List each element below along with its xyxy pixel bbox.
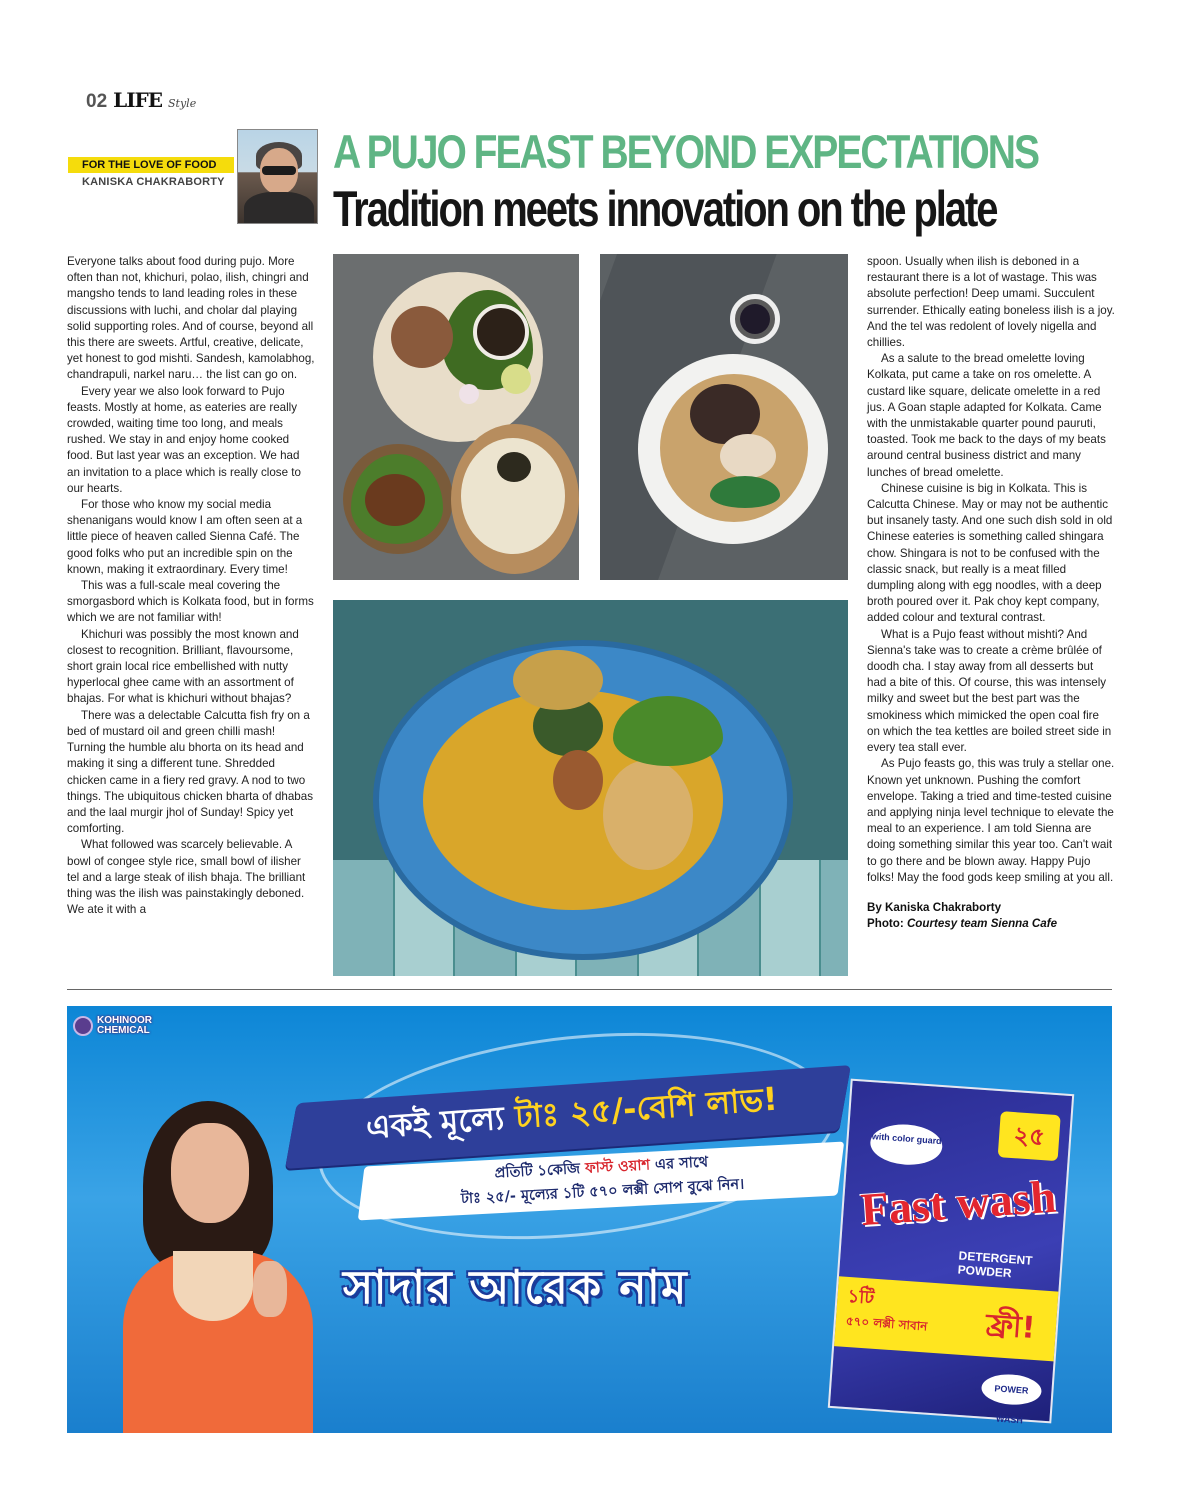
- paragraph: spoon. Usually when ilish is deboned in a restaurant there is a lot of wastage. This was absolute perfection! Deep umami. Succulent surrender. Ethically eating boneless ilish is a joy. And the tel was redolent of lovely nigella and chillies.: [867, 255, 1115, 350]
- paragraph: Every year we also look forward to Pujo feasts. Mostly at home, as eateries are really crowded, waiting time too long, and meals rushed. We stay in and enjoy home cooked food. But last year was an exception. We had an invitation to a place which is really close to our hearts.: [67, 384, 301, 495]
- brand-suffix: Style: [168, 97, 197, 110]
- column-tag: FOR THE LOVE OF FOOD: [68, 157, 234, 173]
- food-photo-khichuri-plate: [333, 600, 848, 976]
- color-guard-badge: with color guard: [869, 1122, 944, 1167]
- food-photo-khichuri-spread: [333, 254, 579, 580]
- paragraph: Khichuri was possibly the most known and closest to recognition. Brilliant, flavoursome, short grain local rice embellished with nutty hyperlocal ghee came with an assortment of bhajas. For what is khichuri without bhajas?: [67, 627, 299, 706]
- offer-suffix: এর সাথে: [654, 1154, 709, 1174]
- product-pack: [828, 1079, 1074, 1424]
- paragraph: Chinese cuisine is big in Kolkata. This is Calcutta Chinese. May or may not be authentic but insanely tasty. And one such dish sold in old Chinese eateries is something called shingara chow. Shingara is not to be confused with the classic snack, but really is a meat filled dumpling along with egg noodles, with a deep broth poured over it. Pak choy kept company, added colour and textural contrast.: [867, 481, 1113, 625]
- product-type-detergent: DETERGENT: [958, 1248, 1034, 1268]
- author-portrait: [237, 129, 318, 224]
- free-count: ১টি: [846, 1285, 875, 1309]
- byline: [867, 900, 1115, 932]
- headline: A PUJO FEAST BEYOND EXPECTATIONS: [333, 125, 1038, 178]
- offer-prefix: প্রতিটি ১কেজি: [494, 1161, 581, 1182]
- flower-icon: [73, 1016, 93, 1036]
- photo-credit: [867, 916, 1115, 932]
- brand-logo: LIFE: [113, 88, 163, 112]
- masthead: [86, 88, 196, 114]
- offer-line-2: টাঃ ২৫/- মূল্যের ১টি ৫৭০ লক্সী সোপ বুঝে নিন।: [460, 1176, 745, 1208]
- ad-model-image: [113, 1101, 313, 1433]
- paragraph: As a salute to the bread omelette loving Kolkata, put came a take on ros omelette. A custard like square, delicate omelette in a red jus. A Goan staple adapted for Kolkata. Came with the unmistakable quarter pound pauruti, toasted. Took me back to the days of my beats around central business district and many lunches of bread omelette.: [867, 352, 1106, 479]
- subhead: Tradition meets innovation on the plate: [333, 181, 997, 237]
- power-wash-badge: POWER WASH: [981, 1373, 1043, 1407]
- ad-banner-prefix: একই মূল্যে: [364, 1098, 506, 1147]
- article-column-left: [67, 254, 315, 918]
- column-author: KANISKA CHAKRABORTY: [82, 176, 225, 188]
- advertiser-logo: [73, 1016, 207, 1036]
- free-item: ৫৭০ লক্সী সাবান: [845, 1313, 928, 1334]
- product-type-powder: POWDER: [957, 1262, 1013, 1281]
- ad-banner-highlight: টাঃ ২৫/-বেশি লাভ!: [513, 1079, 779, 1136]
- paragraph: As Pujo feasts go, this was truly a stellar one. Known yet unknown. Pushing the comfort envelope. Taking a tried and time-tested cuisine and applying ninja level technique to elevate the meal to an experience. I am told Sienna are doing something similar this year too. Can't wait to go there and be blown away. Happy Pujo folks! May the food gods keep smiling at you all.: [867, 757, 1115, 884]
- page-number: 02: [86, 91, 108, 112]
- offer-product: ফাস্ট ওয়াশ: [584, 1157, 651, 1177]
- paragraph: What is a Pujo feast without mishti? And Sienna's take was to create a crème brûlée of doodh cha. I stay away from all desserts but had a bite of this. Of course, this was intensely milky and sweet but the best part was the smokiness which mimicked the open coal fire on which the tea kettles are boiled street side in every tea stall ever.: [867, 627, 1112, 755]
- advertisement[interactable]: [67, 1006, 1112, 1433]
- article-column-right: [867, 254, 1115, 932]
- paragraph: For those who know my social media shenanigans would know I am often seen at a little piece of heaven called Sienna Café. The good folks who put an incredible spin on the known, making it extraordinary. Every time!: [67, 498, 303, 576]
- photo-credit-value: Courtesy team Sienna Cafe: [906, 917, 1058, 931]
- paragraph: Everyone talks about food during pujo. More often than not, khichuri, polao, ilish, chingri and mangsho tends to land leading roles in these discussions with luchi, and cholar dal playing solid supporting roles. And of course, beyond all this there are sweets. Artful, creative, delicate, yet honest to god mishti. Sandesh, kamolabhog, chandrapuli, narkel naru… the list can go on.: [67, 255, 315, 382]
- paragraph: This was a full-scale meal covering the smorgasbord which is Kolkata food, but in forms which we are not familiar with!: [67, 579, 314, 625]
- photo-credit-label: Photo:: [867, 917, 904, 931]
- food-photo-shingara-chow: [600, 254, 848, 580]
- free-offer-item: [845, 1285, 930, 1339]
- free-word: ফ্রী!: [984, 1307, 1037, 1347]
- paragraph: What followed was scarcely believable. A bowl of congee style rice, small bowl of ilisher tel and a large steak of ilish bhaja. The brilliant thing was the ilish was painstakingly deboned. We ate it with a: [67, 838, 306, 917]
- advertiser-name: KOHINOOR CHEMICAL: [97, 1015, 152, 1036]
- ad-tagline: সাদার আরেক নাম: [343, 1260, 688, 1314]
- byline-author: By Kaniska Chakraborty: [867, 900, 1002, 914]
- divider: [67, 989, 1112, 990]
- price-badge: ২৫: [998, 1111, 1061, 1161]
- product-brand: Fast wash: [858, 1170, 1058, 1236]
- paragraph: There was a delectable Calcutta fish fry on a bed of mustard oil and green chilli mash! Turning the humble alu bhorta on its head and making it sing a different tune. Shredded chicken came in a fiery red gravy. A nod to two things. The ubiquitous chicken bharta of dhabas and the laal murgir jhol of Sunday! Spicy yet comforting.: [67, 708, 313, 836]
- product-type: [957, 1249, 1033, 1282]
